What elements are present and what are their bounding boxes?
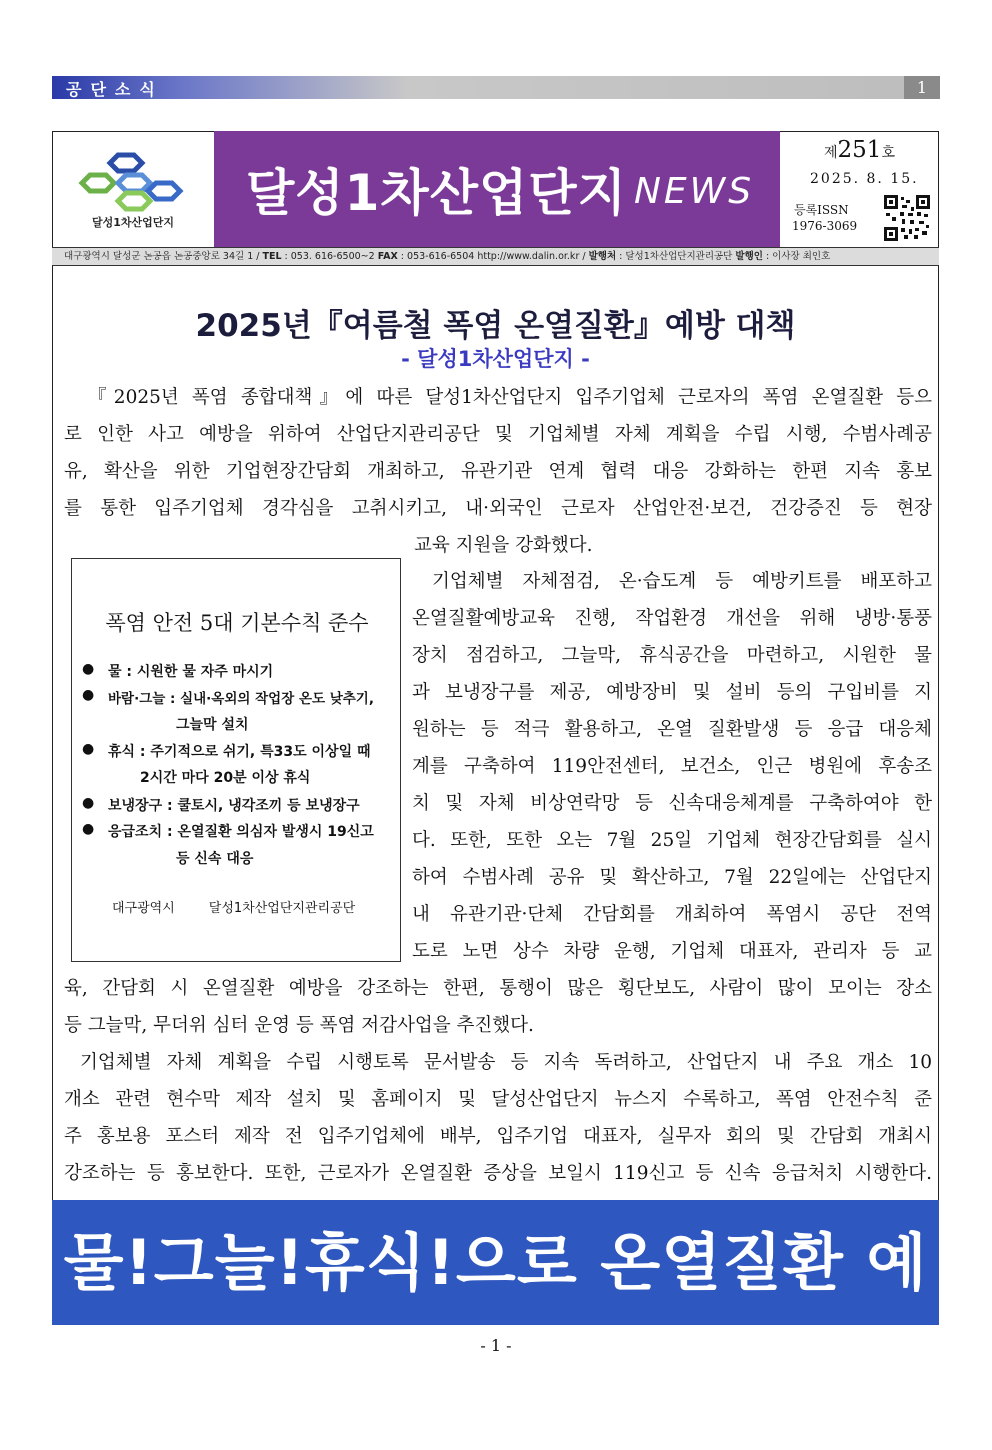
body-line: 내 유관기관·단체 간담회를 개최하여 폭염시 공단 전역 xyxy=(412,904,932,925)
body-line: 하여 수범사례 공유 및 확산하고, 7월 22일에는 산업단지 xyxy=(412,867,932,888)
section-label: 공단소식 xyxy=(66,80,164,99)
safety-rules-title: 폭염 안전 5대 기본수칙 준수 xyxy=(105,611,369,635)
qr-code-icon xyxy=(884,195,930,241)
article-subhead: - 달성1차산업단지 - xyxy=(401,347,590,371)
body-line: 계를 구축하여 119안전센터, 보건소, 인근 병원에 후송조 xyxy=(412,756,932,777)
logo xyxy=(52,131,214,247)
rule-item: 바람·그늘 : 실내·옥외의 작업장 온도 낮추기, xyxy=(108,691,374,707)
rule-item-continued: 등 신속 대응 xyxy=(176,851,254,867)
rule-item-continued: 그늘막 설치 xyxy=(176,717,249,733)
issn-label: 등록ISSN xyxy=(794,203,849,217)
issue-date: 2025. 8. 15. xyxy=(810,171,919,187)
body-line: 도로 노면 상수 차량 운행, 기업체 대표자, 관리자 등 교 xyxy=(412,941,932,962)
safety-rules-box xyxy=(71,558,401,962)
masthead-news-label: NEWS xyxy=(634,171,755,212)
body-line: 기업체별 자체 계획을 수립 시행토록 문서발송 등 지속 독려하고, 산업단지 내 주요 개소 10 xyxy=(80,1052,932,1073)
body-line: 주 홍보용 포스터 제작 전 입주기업체에 배부, 입주기업 대표자, 실무자 회의 및 간담회 개최시 xyxy=(64,1126,932,1147)
rule-item: 휴식 : 주기적으로 쉬기, 특33도 이상일 때 xyxy=(108,744,371,760)
body-line: 육, 간담회 시 온열질환 예방을 강조하는 한편, 통행이 많은 횡단보도, 사람이 많이 모이는 장소 xyxy=(64,978,932,999)
bullet-icon: ● xyxy=(82,821,95,837)
article-headline: 2025년『여름철 폭염 온열질환』예방 대책 xyxy=(195,308,796,344)
body-line: 유, 확산을 위한 기업현장간담회 개최하고, 유관기관 연계 협력 대응 강화하는 한편 지속 홍보 xyxy=(64,461,932,482)
body-line: 교육 지원을 강화했다. xyxy=(414,535,593,556)
publisher-info-bar: 대구광역시 달성군 논공읍 논공중앙로 34길 1 / TEL : 053. 616-6500~2 FAX : 053-616-6504 http://www.dalin.or.kr / 발행처 : 달성1차산업단지관리공단 발행인 : 이사장 최인호 xyxy=(52,247,939,266)
body-line: 장치 점검하고, 그늘막, 휴식공간을 마련하고, 시원한 물 xyxy=(412,645,932,666)
body-line: 강조하는 등 홍보한다. 또한, 근로자가 온열질환 증상을 보일시 119신고 등 신속 응급처치 시행한다. xyxy=(64,1163,932,1184)
rule-item: 물 : 시원한 물 자주 마시기 xyxy=(108,664,274,680)
body-line: 기업체별 자체점검, 온·습도계 등 예방키트를 배포하고 xyxy=(432,571,932,592)
logo-caption: 달성1차산업단지 xyxy=(91,216,175,229)
body-line: 온열질활예방교육 진행, 작업환경 개선을 위해 냉방·통풍 xyxy=(412,608,932,629)
bullet-icon: ● xyxy=(82,661,95,677)
issn-number: 1976-3069 xyxy=(792,219,858,233)
rule-item: 보냉장구 : 쿨토시, 냉각조끼 등 보냉장구 xyxy=(108,798,360,814)
bullet-icon: ● xyxy=(82,687,95,703)
bullet-icon: ● xyxy=(82,741,95,757)
body-line: 『2025년 폭염 종합대책』에 따른 달성1차산업단지 입주기업체 근로자의 폭염 온열질환 등으 xyxy=(88,387,932,408)
logo-hexagons-icon xyxy=(52,143,214,223)
bullet-icon: ● xyxy=(82,795,95,811)
issue-number: 제251호 xyxy=(824,137,895,163)
issue-info xyxy=(780,131,940,247)
safety-rules-footer: 대구광역시 달성1차산업단지관리공단 xyxy=(112,901,356,916)
body-line: 개소 관련 현수막 제작 설치 및 홈페이지 및 달성산업단지 뉴스지 수록하고, 폭염 안전수칙 준 xyxy=(64,1089,932,1110)
rule-item: 응급조치 : 온열질환 의심자 발생시 19신고 xyxy=(108,824,374,840)
body-line: 과 보냉장구를 제공, 예방장비 및 설비 등의 구입비를 지 xyxy=(412,682,932,703)
rule-item-continued: 2시간 마다 20분 이상 휴식 xyxy=(140,770,311,786)
masthead-banner xyxy=(214,131,780,247)
body-line: 로 인한 사고 예방을 위하여 산업단지관리공단 및 기업체별 자체 계획을 수립 시행, 수범사례공 xyxy=(64,424,932,445)
body-line: 원하는 등 적극 활용하고, 온열 질환발생 등 응급 대응체 xyxy=(412,719,932,740)
body-line: 등 그늘막, 무더위 심터 운영 등 폭염 저감사업을 추진했다. xyxy=(64,1015,534,1036)
section-bar xyxy=(52,76,940,99)
page-footer-number: - 1 - xyxy=(480,1336,512,1355)
body-line: 다. 또한, 또한 오는 7월 25일 기업체 현장간담회를 실시 xyxy=(412,830,932,851)
slogan-banner: 물!그늘!휴식!으로 온열질환 예방 xyxy=(52,1200,939,1325)
page-number-badge: 1 xyxy=(904,76,940,99)
body-line: 를 통한 입주기업체 경각심을 고취시키고, 내·외국인 근로자 산업안전·보건, 건강증진 등 현장 xyxy=(64,498,932,519)
body-line: 치 및 자체 비상연락망 등 신속대응체계를 구축하여야 한 xyxy=(412,793,932,814)
masthead-title: 달성1차산업단지 xyxy=(246,164,627,222)
